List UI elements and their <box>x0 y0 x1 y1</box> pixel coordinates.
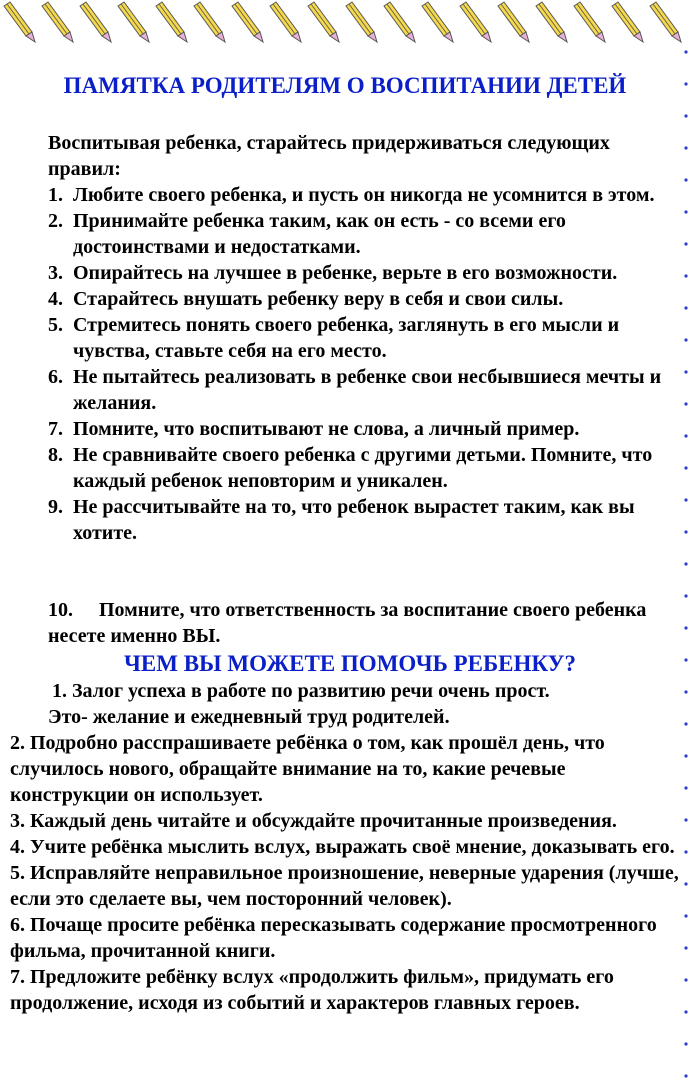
page-title: ПАМЯТКА РОДИТЕЛЯМ О ВОСПИТАНИИ ДЕТЕЙ <box>63 73 627 98</box>
item-number: 1. <box>48 184 63 206</box>
list-item <box>48 260 668 286</box>
item-text: Принимайте ребенка таким, как он есть - со всеми его достоинствами и недостатками. <box>73 210 566 258</box>
list-item <box>48 442 668 494</box>
item-text: Не пытайтесь реализовать в ребенке свои несбывшиеся мечты и желания. <box>73 366 662 414</box>
rules-list <box>48 182 668 546</box>
list-item <box>48 208 668 260</box>
help-list <box>10 730 688 1016</box>
help-item-1-line-1: 1. Залог успеха в работе по развитию речи очень прост. <box>52 680 550 702</box>
section-title: ЧЕМ ВЫ МОЖЕТЕ ПОМОЧЬ РЕБЕНКУ? <box>124 651 576 676</box>
help-item-1-line-2: Это- желание и ежедневный труд родителей. <box>48 706 450 728</box>
list-item: 4. Учите ребёнка мыслить вслух, выражать своё мнение, доказывать его. <box>10 836 675 858</box>
item-text: Стремитесь понять своего ребенка, заглянуть в его мысли и чувства, ставьте себя на его место. <box>73 314 620 362</box>
item-text: Помните, что воспитывают не слова, а личный пример. <box>73 418 580 440</box>
list-item: 7. Предложите ребёнку вслух «продолжить фильм», придумать его продолжение, исходя из событий и характеров главных героев. <box>10 966 614 1014</box>
item-text: Опирайтесь на лучшее в ребенке, верьте в его возможности. <box>73 262 618 284</box>
item-number: 9. <box>48 496 63 518</box>
list-item: 3. Каждый день читайте и обсуждайте прочитанные произведения. <box>10 810 617 832</box>
item-number: 5. <box>48 314 63 336</box>
list-item <box>48 364 668 416</box>
list-item <box>48 286 668 312</box>
item-text: Не рассчитывайте на то, что ребенок вырастет таким, как вы хотите. <box>73 496 635 544</box>
item-text: Старайтесь внушать ребенку веру в себя и свои силы. <box>73 288 564 310</box>
list-item <box>48 416 668 442</box>
item-number: 6. <box>48 366 63 388</box>
item-number: 3. <box>48 262 63 284</box>
item-text: Не сравнивайте своего ребенка с другими детьми. Помните, что каждый ребенок неповторим и уникален. <box>73 444 653 492</box>
list-item: 6. Почаще просите ребёнка пересказывать содержание просмотренного фильма, прочитанной книги. <box>10 914 657 962</box>
list-item: 5. Исправляйте неправильное произношение, неверные ударения (лучше, если это сделаете вы, чем посторонний человек). <box>10 862 679 910</box>
item-text: Помните, что ответственность за воспитание своего ребенка несете именно ВЫ. <box>48 599 647 647</box>
help-item-1 <box>48 678 668 730</box>
item-text: Любите своего ребенка, и пусть он никогда не усомнится в этом. <box>73 184 655 206</box>
item-number: 10. <box>48 599 73 621</box>
rule-10 <box>48 597 648 649</box>
pencil-border <box>0 0 690 44</box>
item-number: 4. <box>48 288 63 310</box>
list-item <box>48 312 668 364</box>
item-number: 2. <box>48 210 63 232</box>
item-number: 8. <box>48 444 63 466</box>
list-item <box>48 182 668 208</box>
list-item <box>48 494 668 546</box>
intro-text: Воспитывая ребенка, старайтесь придерживаться следующих правил: <box>48 132 610 180</box>
list-item: 2. Подробно расспрашиваете ребёнка о том, как прошёл день, что случилось нового, обращайте внимание на то, какие речевые конструкции он использует. <box>10 732 605 806</box>
item-number: 7. <box>48 418 63 440</box>
pencil-row <box>4 2 681 42</box>
